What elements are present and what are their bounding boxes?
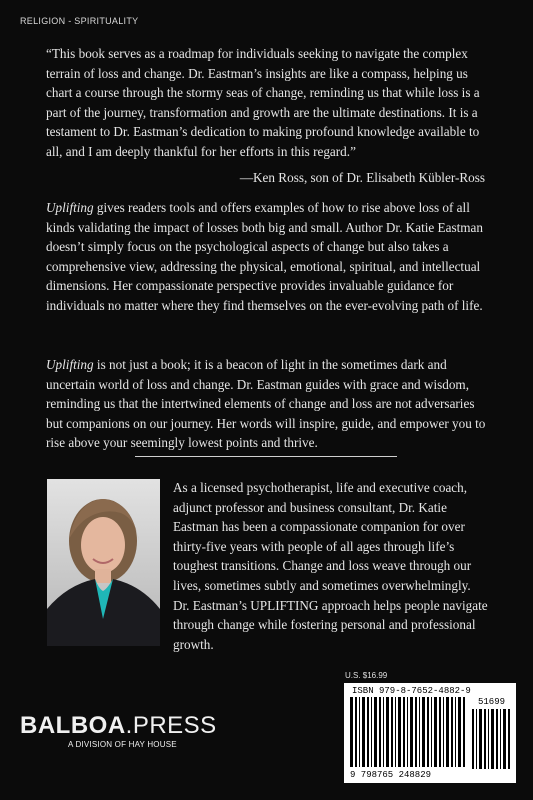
paragraph-text: is not just a book; it is a beacon of light in the sometimes dark and uncertain world of loss and change. Dr. Eastman guides with grace and wisdom, reminding us that the intertwined elements of change and loss are not adversaries but companions on our journey. Her words will inspire, guide, and empower you to rise above your seemingly lowest points and thrive. (46, 357, 486, 451)
category-label: RELIGION - SPIRITUALITY (20, 16, 139, 26)
quote-text: “This book serves as a roadmap for individuals seeking to navigate the complex terrain of loss and change. Dr. Eastman’s insights are like a compass, helping us chart a course through the stormy seas of change, reminding us that while loss is a part of the journey, transformation and growth are the ultimate destinations. It is a testament to Dr. Eastman’s dedication to making profound knowledge available to all, and I am deeply thankful for her efforts in this regard.” (46, 46, 480, 159)
barcode-area (344, 683, 516, 783)
endorsement-quote (46, 44, 486, 162)
author-photo (47, 479, 160, 646)
isbn-barcode (350, 697, 468, 767)
isbn-label: ISBN 979-8-7652-4882-9 (352, 686, 471, 696)
paragraph-text: gives readers tools and offers examples of how to rise above loss of all kinds validating the impact of losses both big and small. Author Dr. Katie Eastman doesn’t simply focus on the psychological aspects of change but also takes a comprehensive view, addressing the physical, emotional, spiritual, and intellectual dimensions. Her compassionate perspective provides invaluable guidance for individuals no matter where they find themselves on the ever-evolving path of life. (46, 200, 483, 313)
description-paragraph-2 (46, 355, 486, 453)
publisher-division: A DIVISION OF HAY HOUSE (68, 740, 177, 749)
description-paragraph-1 (46, 198, 486, 316)
price-barcode (472, 709, 518, 769)
price-code: 51699 (478, 697, 506, 707)
quote-attribution: —Ken Ross, son of Dr. Elisabeth Kübler-Ross (239, 170, 485, 185)
divider (135, 456, 397, 457)
publisher-logo (20, 712, 217, 749)
book-title-italic: Uplifting (46, 200, 94, 215)
publisher-name-bold: BALBOA (20, 712, 126, 739)
book-title-italic: Uplifting (46, 357, 94, 372)
publisher-name-light: .PRESS (125, 712, 217, 739)
author-bio: As a licensed psychotherapist, life and executive coach, adjunct professor and business consultant, Dr. Katie Eastman has been a compassionate companion for over thirty-five years with people of all ages through life’s toughest transitions. Change and loss weave through our lives, sometimes subtly and sometimes overwhelmingly. Dr. Eastman’s UPLIFTING approach helps people navigate through change while fostering personal and professional growth. (173, 480, 488, 652)
price-label: U.S. $16.99 (345, 671, 388, 680)
author-portrait-image (47, 479, 160, 646)
barcode-digits: 9 798765 248829 (350, 770, 432, 780)
